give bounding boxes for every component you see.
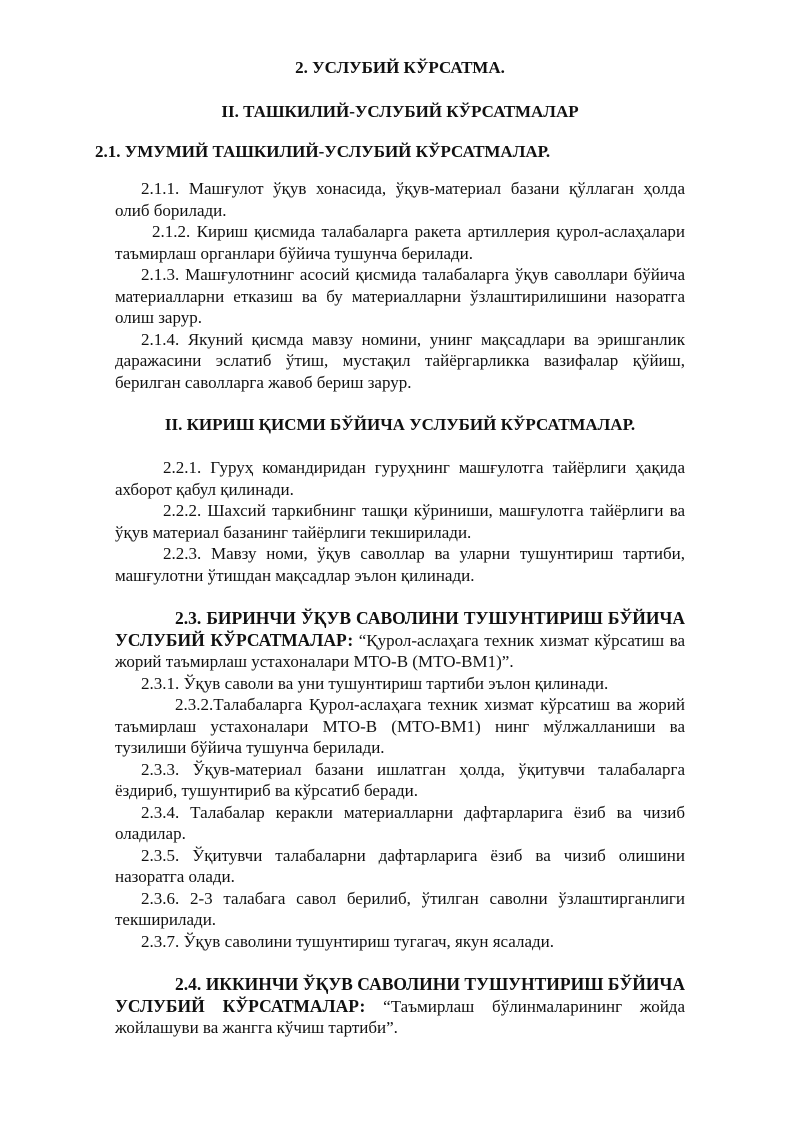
document-title: 2. УСЛУБИЙ КЎРСАТМА. <box>295 58 505 77</box>
paragraph-2-3-6: 2.3.6. 2-3 талабага савол берилиб, ўтилган саволни ўзлаштирганлиги текширилади. <box>115 888 685 929</box>
section-2-2-body <box>115 435 685 586</box>
section-2-4 <box>115 952 685 1039</box>
paragraph-2-2-3: 2.2.3. Мавзу номи, ўқув саволлар ва уларни тушунтириш тартиби, машғулотни ўтишдан мақсадлар эълон қилинади. <box>115 544 685 585</box>
section-2-2-heading: II. КИРИШ ҚИСМИ БЎЙИЧА УСЛУБИЙ КЎРСАТМАЛАР. <box>164 415 636 434</box>
paragraph-2-1-4: 2.1.4. Якуний қисмда мавзу номини, унинг мақсадлари ва эришганлик даражасини эслатиб ўтиш, мустақил тайёргарликка вазифалар қўйиш, берилган саволларга жавоб бериш зарур. <box>115 329 685 392</box>
paragraph-2-2-2: 2.2.2. Шахсий таркибнинг ташқи кўриниши, машғулотга тайёрлиги ва ўқув материал базанинг тайёрлиги текширилади. <box>115 501 685 542</box>
section-2-3-heading-bold: 2.3. БИРИНЧИ ЎҚУВ САВОЛИНИ ТУШУНТИРИШ БЎЙИЧА УСЛУБИЙ КЎРСАТМАЛАР: <box>115 608 685 650</box>
paragraph-2-1-1: 2.1.1. Машғулот ўқув хонасида, ўқув-материал базани қўллаган ҳолда олиб борилади. <box>115 179 685 220</box>
paragraph-2-3-4: 2.3.4. Талабалар керакли материалларни дафтарларига ёзиб ва чизиб оладилар. <box>115 802 685 843</box>
paragraph-2-1-2: 2.1.2. Кириш қисмида талабаларга ракета артиллерия қурол-аслаҳалари таъмирлаш органлари бўйича тушунча берилади. <box>115 222 685 263</box>
section-2-3 <box>115 586 685 952</box>
paragraph-2-3-1: 2.3.1. Ўқув саволи ва уни тушунтириш тартиби эълон қилинади. <box>141 673 609 693</box>
section-2-4-heading <box>115 974 685 1039</box>
section-2-3-heading-topic: “Қурол-аслаҳага техник хизмат кўрсатиш ва жорий таъмирлаш устахоналари МТО-В (МТО-ВМ1)”. <box>115 630 685 671</box>
paragraph-2-3-5: 2.3.5. Ўқитувчи талабаларни дафтарларига ёзиб ва чизиб олишини назоратга олади. <box>115 845 685 886</box>
paragraph-2-3-3: 2.3.3. Ўқув-материал базани ишлатган ҳолда, ўқитувчи талабаларга ёздириб, тушунтириб ва кўрсатиб беради. <box>115 759 685 800</box>
section-2-4-heading-topic: “Таъмирлаш бўлинмаларининг жойда жойлашуви ва жангга кўчиш тартиби”. <box>115 996 685 1037</box>
section-2-4-heading-bold: 2.4. ИККИНЧИ ЎҚУВ САВОЛИНИ ТУШУНТИРИШ БЎЙИЧА УСЛУБИЙ КЎРСАТМАЛАР: <box>115 974 685 1016</box>
paragraph-2-3-7: 2.3.7. Ўқув саволини тушунтириш тугагач, якун ясалади. <box>141 931 555 951</box>
section-2-1-body <box>115 162 685 393</box>
section-2-3-heading <box>115 608 685 673</box>
section-title: II. ТАШКИЛИЙ-УСЛУБИЙ КЎРСАТМАЛАР <box>221 102 579 121</box>
paragraph-2-2-1: 2.2.1. Гуруҳ командиридан гуруҳнинг машғулотга тайёрлиги ҳақида ахборот қабул қилинади. <box>115 458 685 499</box>
section-2-1-heading: 2.1. УМУМИЙ ТАШКИЛИЙ-УСЛУБИЙ КЎРСАТМАЛАР. <box>95 142 551 161</box>
paragraph-2-3-2: 2.3.2.Талабаларга Қурол-аслаҳага техник хизмат кўрсатиш ва жорий таъмирлаш устахоналари МТО-В (МТО-ВМ1) нинг мўлжалланиши ва тузилиши бўйича тушунча берилади. <box>115 695 685 757</box>
paragraph-2-1-3: 2.1.3. Машғулотнинг асосий қисмида талабаларга ўқув саволлари бўйича материалларни етказиш ва бу материалларни ўзлаштирилишини назоратга олиш зарур. <box>115 265 685 327</box>
